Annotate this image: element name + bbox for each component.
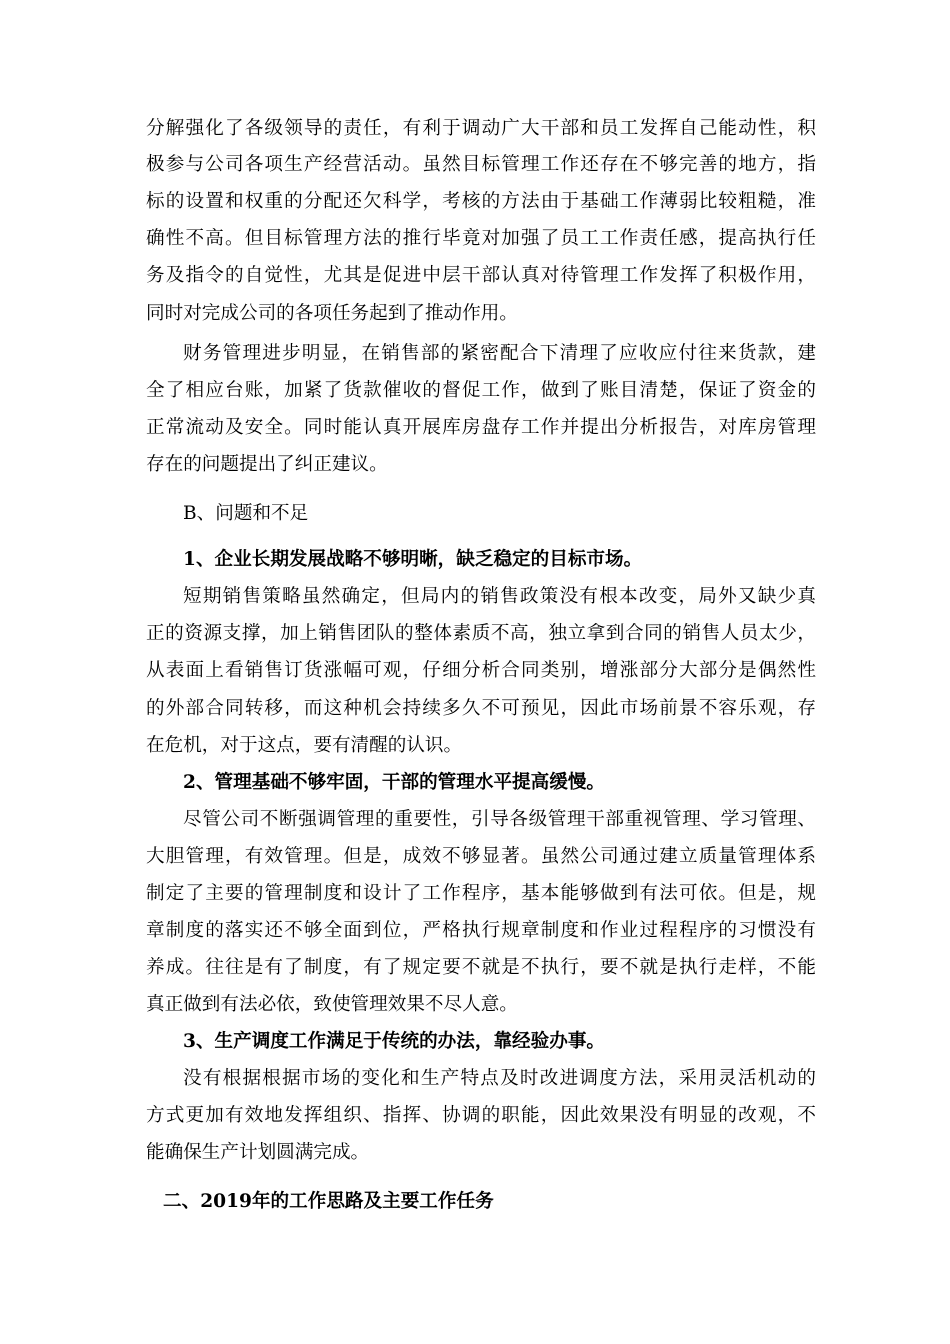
issue-2-line-4: 章制度的落实还不够全面到位，严格执行规章制度和作业过程程序的习惯没有	[146, 920, 816, 941]
issue-2-line-3: 制定了主要的管理制度和设计了工作程序，基本能够做到有法可依。但是，规	[146, 883, 816, 904]
issue-1-line-5: 在危机，对于这点，要有清醒的认识。	[146, 735, 463, 756]
issue-3-line-3: 能确保生产计划圆满完成。	[146, 1142, 370, 1163]
p2-line-2: 全了相应台账，加紧了货款催收的督促工作，做到了账目清楚，保证了资金的	[146, 380, 816, 401]
issue-1-line-4: 的外部合同转移，而这种机会持续多久不可预见，因此市场前景不容乐观，存	[146, 698, 816, 719]
p2-line-4: 存在的问题提出了纠正建议。	[146, 454, 388, 475]
p1-line-5: 务及指令的自觉性，尤其是促进中层干部认真对待管理工作发挥了积极作用，	[146, 265, 816, 286]
issue-1-line-1: 短期销售策略虽然确定，但局内的销售政策没有根本改变，局外又缺少真	[183, 586, 816, 607]
issue-2-line-1: 尽管公司不断强调管理的重要性，引导各级管理干部重视管理、学习管理、	[183, 809, 816, 830]
issue-2-line-5: 养成。往往是有了制度，有了规定要不就是不执行，要不就是执行走样，不能	[146, 957, 816, 978]
issue-3-line-1: 没有根据根据市场的变化和生产特点及时改进调度方法，采用灵活机动的	[183, 1068, 816, 1089]
section-b-heading: B、问题和不足	[183, 503, 309, 524]
issue-1-heading: 1、企业长期发展战略不够明晰，缺乏稳定的目标市场。	[183, 549, 643, 570]
issue-3-heading: 3、生产调度工作满足于传统的办法，靠经验办事。	[183, 1031, 606, 1052]
p1-line-1: 分解强化了各级领导的责任，有利于调动广大干部和员工发挥自己能动性，积	[146, 118, 816, 139]
issue-2-heading: 2、管理基础不够牢固，干部的管理水平提高缓慢。	[183, 772, 606, 793]
issue-3-line-2: 方式更加有效地发挥组织、指挥、协调的职能，因此效果没有明显的改观，不	[146, 1105, 816, 1126]
p1-line-3: 标的设置和权重的分配还欠科学，考核的方法由于基础工作薄弱比较粗糙，准	[146, 191, 816, 212]
p1-line-4: 确性不高。但目标管理方法的推行毕竟对加强了员工工作责任感，提高执行任	[146, 228, 816, 249]
issue-1-line-3: 从表面上看销售订货涨幅可观，仔细分析合同类别，增涨部分大部分是偶然性	[146, 660, 816, 681]
issue-1-line-2: 正的资源支撑，加上销售团队的整体素质不高，独立拿到合同的销售人员太少，	[146, 623, 816, 644]
p2-line-3: 正常流动及安全。同时能认真开展库房盘存工作并提出分析报告，对库房管理	[146, 417, 816, 438]
p2-line-1: 财务管理进步明显，在销售部的紧密配合下清理了应收应付往来货款，建	[183, 343, 816, 364]
section-2-heading: 二、2019年的工作思路及主要工作任务	[163, 1191, 494, 1212]
p1-line-6: 同时对完成公司的各项任务起到了推动作用。	[146, 303, 518, 324]
issue-2-line-6: 真正做到有法必依，致使管理效果不尽人意。	[146, 994, 518, 1015]
issue-2-line-2: 大胆管理，有效管理。但是，成效不够显著。虽然公司通过建立质量管理体系	[146, 846, 816, 867]
p1-line-2: 极参与公司各项生产经营活动。虽然目标管理工作还存在不够完善的地方，指	[146, 154, 816, 175]
